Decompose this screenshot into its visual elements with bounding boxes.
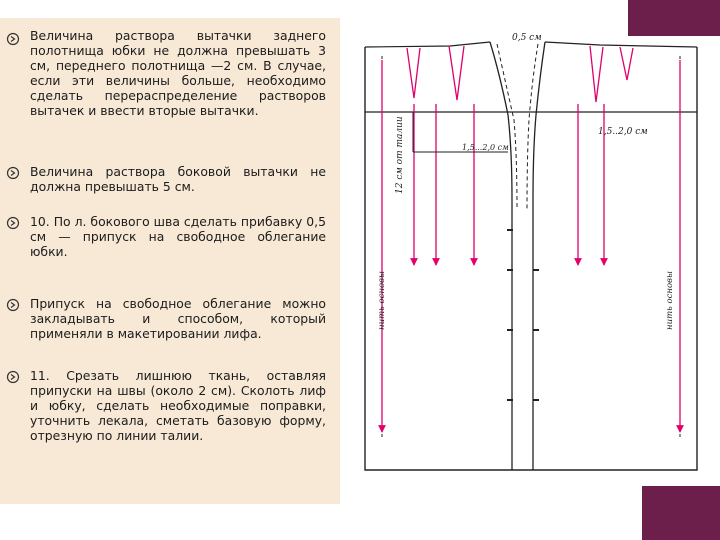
accent-block-bottom	[642, 486, 720, 540]
back-darts	[407, 46, 633, 102]
paragraph-4: Припуск на свободное облегание можно закладывать и способом, который применяли в макетировании лифа.	[30, 296, 326, 341]
paragraph-2: Величина раствора боковой вытачки не должна превышать 5 см.	[30, 164, 326, 194]
label-center-dart: 1,5...2,0 см	[462, 143, 509, 152]
label-top-allowance: 0,5 см	[512, 33, 542, 43]
bullet-icon	[4, 297, 22, 313]
label-right-dart: 1,5..2,0 см	[598, 127, 648, 137]
bullet-icon	[4, 31, 22, 47]
paragraph-1: Величина раствора вытачки заднего полотнища юбки не должна превышать 3 см, переднего полотнища —2 см. В случае, если эти величины больше, необходимо сделать перераспределение растворов вытачек и ввести вторые вытачки.	[30, 28, 326, 118]
paragraph-3: 10. По л. бокового шва сделать прибавку 0,5 см — припуск на свободное облегание юбки.	[30, 214, 326, 259]
label-height-note: 12 см от талии	[395, 116, 405, 194]
side-seam-curves	[490, 42, 545, 470]
text-panel	[0, 18, 340, 504]
pattern-frame	[365, 42, 697, 470]
bullet-icon	[4, 369, 22, 385]
skirt-pattern-diagram	[356, 26, 712, 482]
vertical-arrows	[382, 60, 680, 432]
guide-lines	[382, 56, 680, 440]
paragraph-5: 11. Срезать лишнюю ткань, оставляя припуски на швы (около 2 см). Сколоть лиф и юбку, сделать необходимые поправки, уточнить лекала, сметать базовую форму, отрезную по линии талии.	[30, 368, 326, 443]
label-base-line-right: нить основы	[665, 271, 675, 330]
bullet-icon	[4, 165, 22, 181]
label-base-line-left: нить основы	[377, 271, 387, 330]
bullet-icon	[4, 215, 22, 231]
